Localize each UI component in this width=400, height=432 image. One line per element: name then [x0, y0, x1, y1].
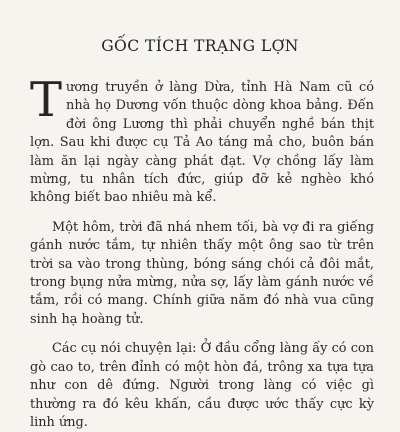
- page-title: GỐC TÍCH TRẠNG LỢN: [101, 37, 299, 55]
- paragraph-2-text: Một hôm, trời đã nhá nhem tối, bà vợ đi ra giếng gánh nước tắm, tự nhiên thấy một ông sao từ trên trời sa vào trong thùng, bóng sáng chói cả đôi mắt, trong bụng nửa mừng, nửa sợ, lấy làm gánh nước về tắm, rồi có mang. Chính giữa năm đó nhà vua cũng sinh hạ hoàng tử.: [30, 219, 374, 327]
- paragraph-1: [30, 72, 374, 208]
- paragraph-2: [30, 219, 374, 329]
- paragraph-3-text: Các cụ nói chuyện lại: Ở đầu cổng làng ấy có con gò cao to, trên đỉnh có một hòn đá, trông xa tựa tựa như con dê đứng. Người trong làng có việc gì thường ra đó kêu khấn, cầu được ước thấy cực kỳ linh ứng.: [30, 341, 374, 430]
- paragraph-3: [30, 340, 374, 432]
- paragraph-1-text: ương truyền ở làng Dừa, tỉnh Hà Nam cũ có nhà họ Dương vốn thuộc dòng khoa bảng. Đến đời ông Lương thì phải chuyển nghề bán thịt lợn. Sau khi được cụ Tả Ao táng mả cho, buôn bán làm ăn lại ngày càng phát đạt. Vợ chồng lấy làm mừng, tu nhân tích đức, giúp đỡ kẻ nghèo khó không biết bao nhiêu mà kể.: [30, 80, 374, 206]
- drop-cap-letter: T: [30, 72, 63, 128]
- story-body: [30, 72, 374, 432]
